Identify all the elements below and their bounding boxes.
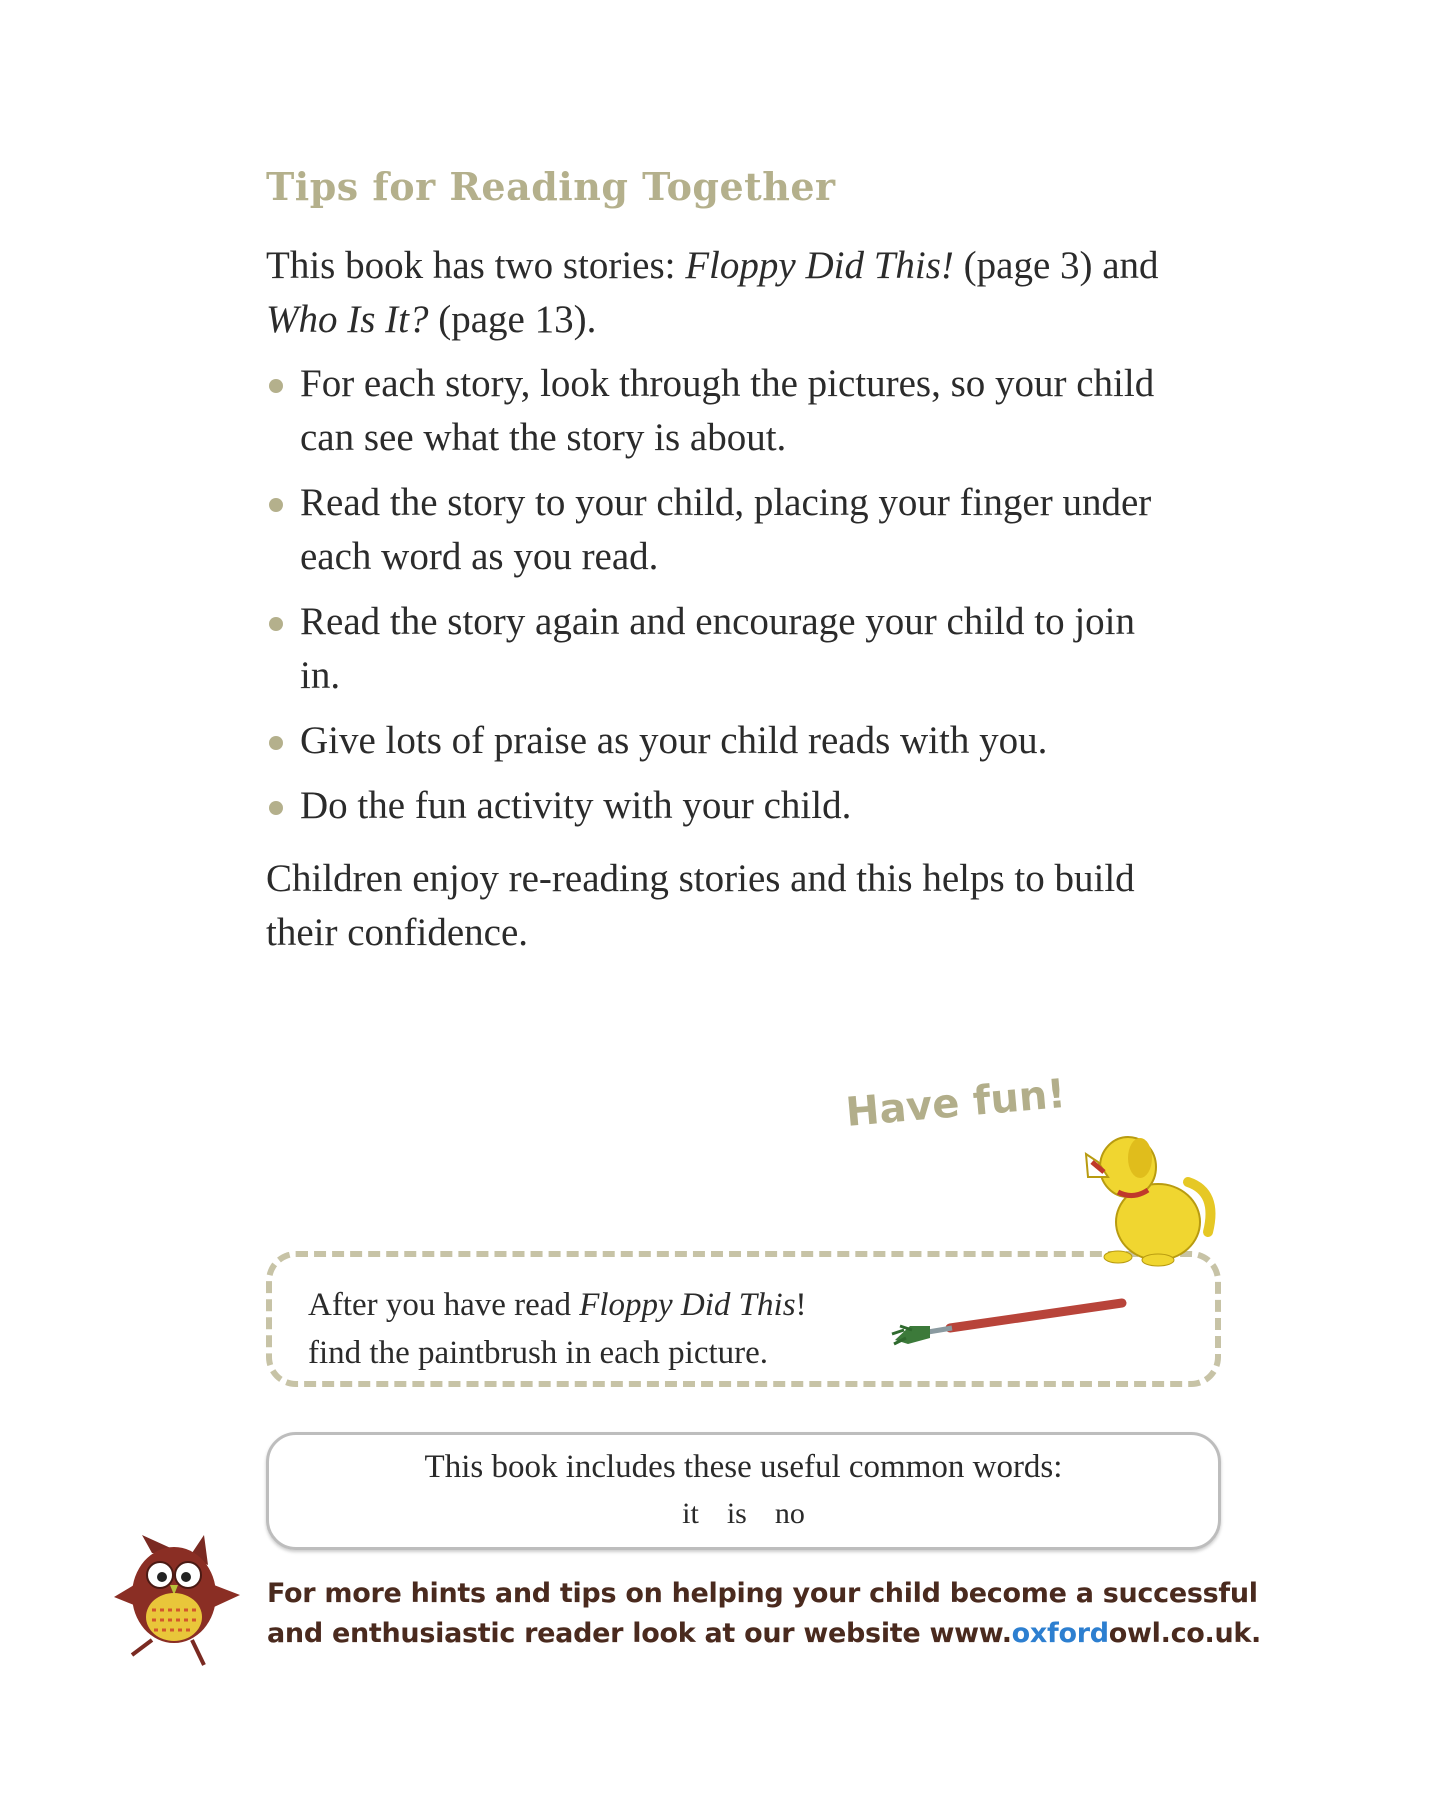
bullet-icon [269, 498, 283, 512]
common-word: no [774, 1497, 805, 1530]
tip-text: Read the story to your child, placing your finger under each word as you read. [300, 481, 1152, 578]
story-title-1: Floppy Did This! [685, 244, 954, 287]
footer-text [267, 1574, 1261, 1654]
bullet-icon [269, 379, 283, 393]
website-link-domain[interactable]: owl.co.uk. [1108, 1618, 1262, 1649]
have-fun-text: Have fun! [843, 1070, 1068, 1136]
list-item [266, 779, 1166, 833]
bullet-icon [269, 801, 283, 815]
common-word: is [726, 1497, 747, 1530]
common-words-list [269, 1497, 1218, 1531]
activity-text-part: ! [795, 1287, 807, 1323]
tips-list [266, 357, 1166, 844]
common-words-label: This book includes these useful common words: [424, 1449, 1063, 1485]
intro-paragraph [266, 239, 1166, 347]
footer-line-1: For more hints and tips on helping your child become a successful [267, 1578, 1258, 1609]
tip-text: Do the fun activity with your child. [300, 784, 852, 827]
tip-text: Read the story again and encourage your child to join in. [300, 600, 1135, 697]
activity-story-title: Floppy Did This [579, 1287, 796, 1323]
page-title: Tips for Reading Together [266, 164, 836, 209]
activity-instruction: find the paintbrush in each picture. [308, 1335, 769, 1371]
common-word: it [682, 1497, 699, 1530]
owl-illustration-icon [112, 1525, 252, 1670]
intro-text: (page 3) and [953, 244, 1159, 287]
activity-text [308, 1281, 807, 1377]
common-words-box [266, 1432, 1221, 1550]
tip-text: Give lots of praise as your child reads with you. [300, 719, 1048, 762]
bullet-icon [269, 617, 283, 631]
bullet-icon [269, 736, 283, 750]
tip-text: For each story, look through the pictures, so your child can see what the story is about. [300, 362, 1155, 459]
dog-illustration-icon [1078, 1122, 1228, 1267]
list-item [266, 595, 1166, 703]
intro-text: (page 13). [428, 298, 597, 341]
list-item [266, 357, 1166, 465]
list-item [266, 476, 1166, 584]
website-link-brand[interactable]: oxford [1011, 1618, 1109, 1649]
story-title-2: Who Is It? [266, 298, 429, 341]
footer-line-2: and enthusiastic reader look at our website www. [267, 1618, 1012, 1649]
closing-paragraph: Children enjoy re-reading stories and this helps to build their confidence. [266, 857, 1135, 954]
activity-text-part: After you have read [308, 1287, 580, 1323]
intro-text: This book has two stories: [266, 244, 686, 287]
list-item [266, 714, 1166, 768]
paintbrush-icon [890, 1290, 1130, 1350]
